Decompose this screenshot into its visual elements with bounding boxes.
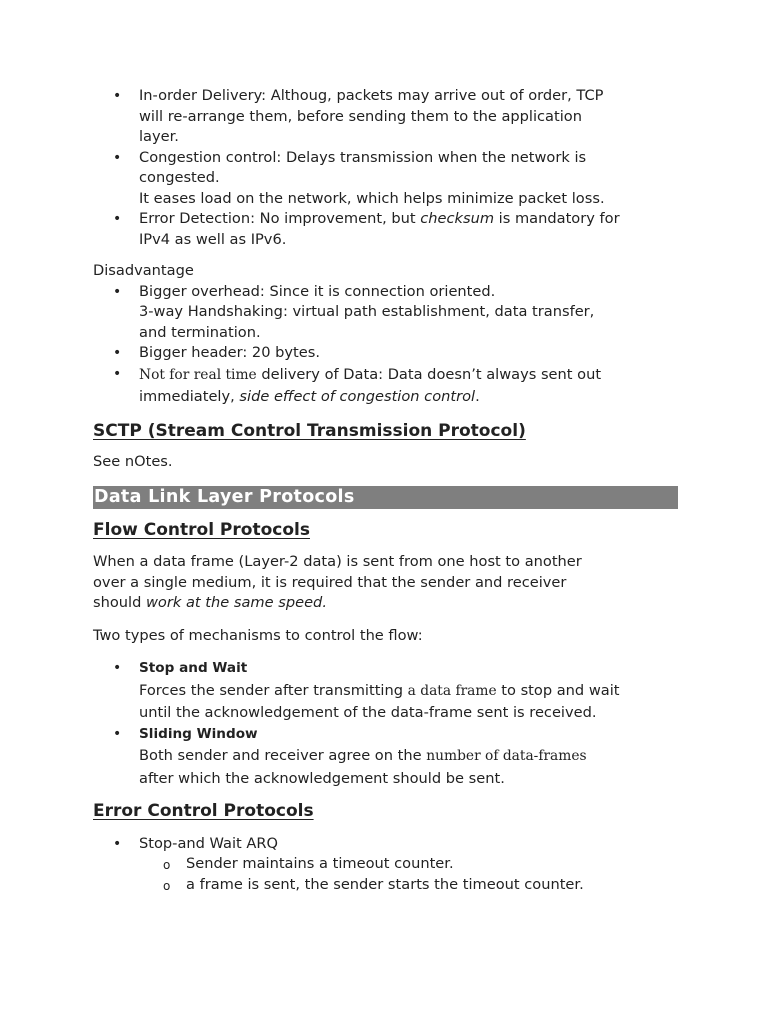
mechanism-title: • Sliding Window [139, 725, 258, 742]
flow-control-paragraph [93, 552, 683, 614]
list-item-text: congested. [139, 169, 220, 186]
list-item-text [139, 209, 683, 230]
list-item-text: and termination. [139, 323, 261, 341]
paragraph-line: over a single medium, it is required that the sender and receiver [93, 573, 567, 591]
mechanisms-intro: Two types of mechanisms to control the flow: [93, 626, 423, 644]
mechanism-title: • Stop and Wait [139, 660, 248, 676]
sub-list-item [93, 875, 683, 896]
text-run: immediately, [139, 388, 240, 405]
list-item [93, 834, 683, 855]
page-content [93, 86, 683, 895]
list-item [93, 86, 683, 148]
list-item [93, 148, 683, 210]
list-item-text: o a frame is sent, the sender starts the timeout counter. [186, 875, 584, 893]
text-run: delivery of Data: Data doesn’t always sent out [256, 365, 602, 383]
list-item-text [139, 745, 683, 768]
emphasis-text: side effect of congestion control [239, 388, 476, 405]
emphasis-text: work at the same speed. [146, 594, 327, 611]
error-control-heading: Error Control Protocols [93, 801, 314, 821]
list-item-text: o Sender maintains a timeout counter. [186, 855, 454, 872]
error-control-list [93, 834, 683, 896]
paragraph-line: When a data frame (Layer-2 data) is sent from one host to another [93, 553, 582, 570]
list-item-text: until the acknowledgement of the data-frame sent is received. [139, 704, 597, 721]
list-item-text: after which the acknowledgement should be sent. [139, 769, 505, 787]
list-item [93, 658, 683, 724]
text-run: number of data-frames [426, 748, 587, 764]
list-item [93, 364, 683, 408]
list-item [93, 343, 683, 364]
advantages-list [93, 86, 683, 250]
disadvantages-list [93, 282, 683, 408]
section-banner: Data Link Layer Protocols [93, 486, 678, 509]
list-item-text [139, 680, 683, 703]
text-run: Not for real time [139, 366, 257, 383]
mechanisms-list [93, 658, 683, 789]
sctp-heading: SCTP (Stream Control Transmission Protocol) [93, 420, 526, 441]
text-run: is mandatory for [494, 210, 620, 227]
list-item-text: 3-way Handshaking: virtual path establishment, data transfer, [139, 303, 595, 320]
list-item-text: IPv4 as well as IPv6. [139, 230, 287, 248]
list-item-text [139, 364, 683, 387]
text-run: Forces the sender after transmitting [139, 681, 408, 699]
text-run: Error Detection: No improvement, but [139, 210, 421, 227]
list-item-text: will re-arrange them, before sending them to the application [139, 107, 582, 125]
list-item-text: • Stop-and Wait ARQ [139, 834, 279, 852]
list-item-text: • Bigger overhead: Since it is connection oriented. [139, 282, 496, 300]
list-item-text: • Bigger header: 20 bytes. [139, 344, 320, 361]
list-item [93, 209, 683, 250]
text-run: to stop and wait [496, 681, 620, 699]
list-item-text: • In-order Delivery: Althoug, packets may arrive out of order, TCP [139, 87, 604, 104]
list-item-text: It eases load on the network, which helps minimize packet loss. [139, 189, 605, 207]
text-run: a data frame [407, 682, 497, 699]
emphasis-text: checksum [420, 210, 495, 227]
disadvantage-heading: Disadvantage [93, 262, 194, 279]
text-run: . [475, 388, 480, 405]
list-item [93, 724, 683, 790]
list-item-text [139, 386, 683, 408]
paragraph-line [93, 593, 683, 614]
sctp-text: See nOtes. [93, 453, 173, 470]
list-item-text: • Congestion control: Delays transmission when the network is [139, 148, 587, 166]
flow-control-heading: Flow Control Protocols [93, 519, 310, 540]
list-item [93, 282, 683, 344]
sub-list-item [93, 854, 683, 875]
text-run: should [93, 594, 146, 611]
text-run: Both sender and receiver agree on the [139, 747, 427, 764]
list-item-text: layer. [139, 128, 179, 145]
